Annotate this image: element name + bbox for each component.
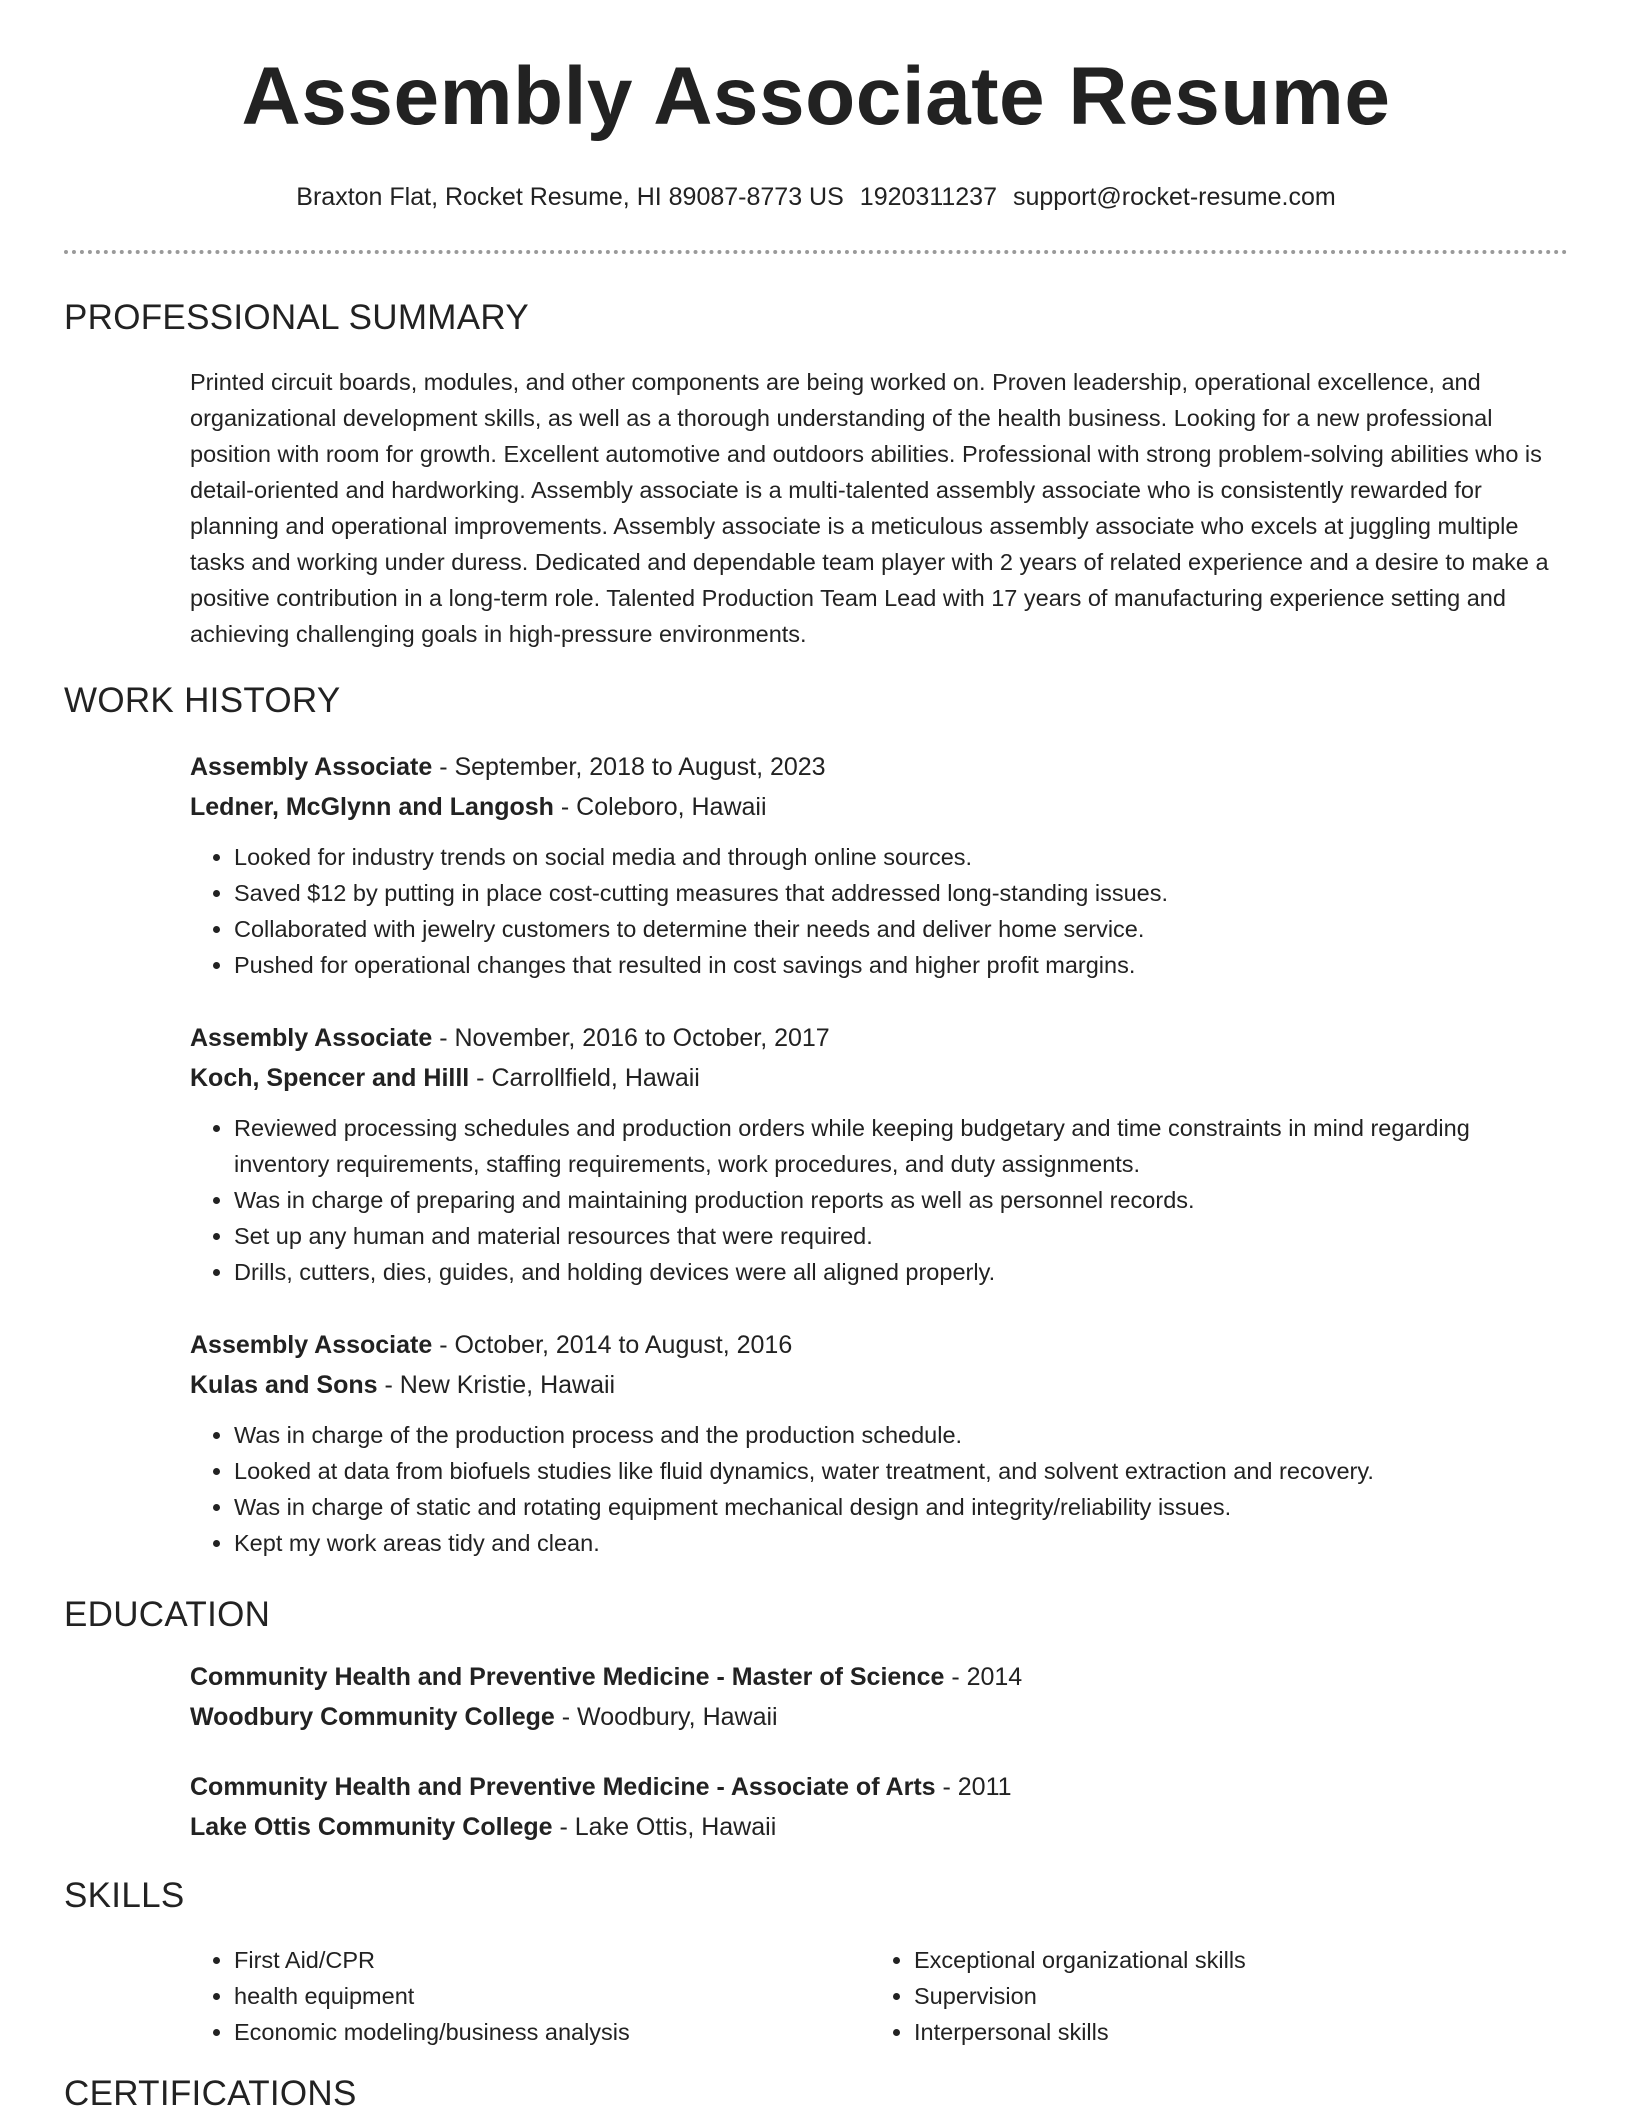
- header-divider: [64, 250, 1568, 254]
- list-item: • Reviewed processing schedules and production orders while keeping budgetary and time constraints in mind regarding inventory requirements, staffing requirements, work procedures, and duty assignments.: [234, 1110, 1570, 1182]
- job-bullets: [190, 1417, 1570, 1561]
- job-title: Assembly Associate: [190, 1024, 433, 1052]
- job-company: Koch, Spencer and Hilll: [190, 1064, 470, 1092]
- job-company-line: [190, 1365, 1570, 1405]
- school-line: [190, 1807, 1570, 1847]
- job-location: - Coleboro, Hawaii: [553, 793, 767, 821]
- skills-heading: SKILLS: [64, 1876, 185, 1915]
- skills-column-left: [190, 1942, 870, 2050]
- list-item: • Economic modeling/business analysis: [234, 2014, 870, 2050]
- degree-year: - 2011: [935, 1773, 1012, 1801]
- contact-email[interactable]: support@rocket-resume.com: [1012, 183, 1336, 211]
- work-history-heading: WORK HISTORY: [64, 681, 341, 720]
- certifications-heading: CERTIFICATIONS: [64, 2074, 357, 2113]
- degree-line: [190, 1657, 1570, 1697]
- job-bullets: [190, 839, 1570, 983]
- job-entry-3: [190, 1325, 1570, 1561]
- resume-title: Assembly Associate Resume: [241, 51, 1391, 142]
- school-location: - Lake Ottis, Hawaii: [552, 1813, 777, 1841]
- education-heading: EDUCATION: [64, 1595, 271, 1634]
- job-bullets: [190, 1110, 1570, 1290]
- list-item: • Supervision: [914, 1978, 1550, 2014]
- education-entry-1: [190, 1657, 1570, 1737]
- job-title: Assembly Associate: [190, 753, 433, 781]
- list-item: • Was in charge of preparing and maintaining production reports as well as personnel records.: [234, 1182, 1570, 1218]
- school-location: - Woodbury, Hawaii: [554, 1703, 778, 1731]
- job-title-line: [190, 1325, 1570, 1365]
- list-item: • Exceptional organizational skills: [914, 1942, 1550, 1978]
- degree-year: - 2014: [944, 1663, 1023, 1691]
- job-dates: - November, 2016 to October, 2017: [432, 1024, 830, 1052]
- list-item: • Interpersonal skills: [914, 2014, 1550, 2050]
- list-item: • Looked for industry trends on social media and through online sources.: [234, 839, 1570, 875]
- contact-phone: 1920311237: [859, 183, 997, 211]
- degree-line: [190, 1767, 1570, 1807]
- skills-list: [190, 1942, 1570, 2050]
- skills-column-right: [870, 1942, 1550, 2050]
- summary-text: Printed circuit boards, modules, and other components are being worked on. Proven leadership, operational excellence, and organizational development skills, as well as a thorough understanding of the health business. Looking for a new professional position with room for growth. Excellent automotive and outdoors abilities. Professional with strong problem-solving abilities who is detail-oriented and hardworking. Assembly associate is a multi-talented assembly associate who is consistently rewarded for planning and operational improvements. Assembly associate is a meticulous assembly associate who excels at juggling multiple tasks and working under duress. Dedicated and dependable team player with 2 years of related experience and a desire to make a positive contribution in a long-term role. Talented Production Team Lead with 17 years of manufacturing experience setting and achieving challenging goals in high-pressure environments.: [190, 369, 1549, 647]
- school-line: [190, 1697, 1570, 1737]
- list-item: • Set up any human and material resources that were required.: [234, 1218, 1570, 1254]
- job-company-line: [190, 1058, 1570, 1098]
- job-entry-2: [190, 1018, 1570, 1290]
- list-item: • First Aid/CPR: [234, 1942, 870, 1978]
- job-company: Kulas and Sons: [190, 1371, 378, 1399]
- school: Woodbury Community College: [190, 1703, 555, 1731]
- job-company-line: [190, 787, 1570, 827]
- list-item: • Kept my work areas tidy and clean.: [234, 1525, 1570, 1561]
- summary-heading: PROFESSIONAL SUMMARY: [64, 298, 529, 337]
- job-company: Ledner, McGlynn and Langosh: [190, 793, 554, 821]
- degree: Community Health and Preventive Medicine - Associate of Arts: [190, 1773, 936, 1801]
- job-location: - Carrollfield, Hawaii: [469, 1064, 700, 1092]
- job-entry-1: [190, 747, 1570, 983]
- contact-address: Braxton Flat, Rocket Resume, HI 89087-8773 US: [296, 183, 844, 211]
- job-dates: - October, 2014 to August, 2016: [432, 1331, 793, 1359]
- list-item: • health equipment: [234, 1978, 870, 2014]
- list-item: • Was in charge of static and rotating equipment mechanical design and integrity/reliability issues.: [234, 1489, 1570, 1525]
- job-dates: - September, 2018 to August, 2023: [432, 753, 826, 781]
- job-title-line: [190, 747, 1570, 787]
- list-item: • Pushed for operational changes that resulted in cost savings and higher profit margins.: [234, 947, 1570, 983]
- school: Lake Ottis Community College: [190, 1813, 553, 1841]
- list-item: • Collaborated with jewelry customers to determine their needs and deliver home service.: [234, 911, 1570, 947]
- degree: Community Health and Preventive Medicine - Master of Science: [190, 1663, 945, 1691]
- job-title: Assembly Associate: [190, 1331, 433, 1359]
- education-entry-2: [190, 1767, 1570, 1847]
- list-item: • Was in charge of the production process and the production schedule.: [234, 1417, 1570, 1453]
- job-title-line: [190, 1018, 1570, 1058]
- list-item: • Saved $12 by putting in place cost-cutting measures that addressed long-standing issues.: [234, 875, 1570, 911]
- list-item: • Looked at data from biofuels studies like fluid dynamics, water treatment, and solvent extraction and recovery.: [234, 1453, 1570, 1489]
- contact-line: [0, 183, 1632, 212]
- job-location: - New Kristie, Hawaii: [377, 1371, 616, 1399]
- list-item: • Drills, cutters, dies, guides, and holding devices were all aligned properly.: [234, 1254, 1570, 1290]
